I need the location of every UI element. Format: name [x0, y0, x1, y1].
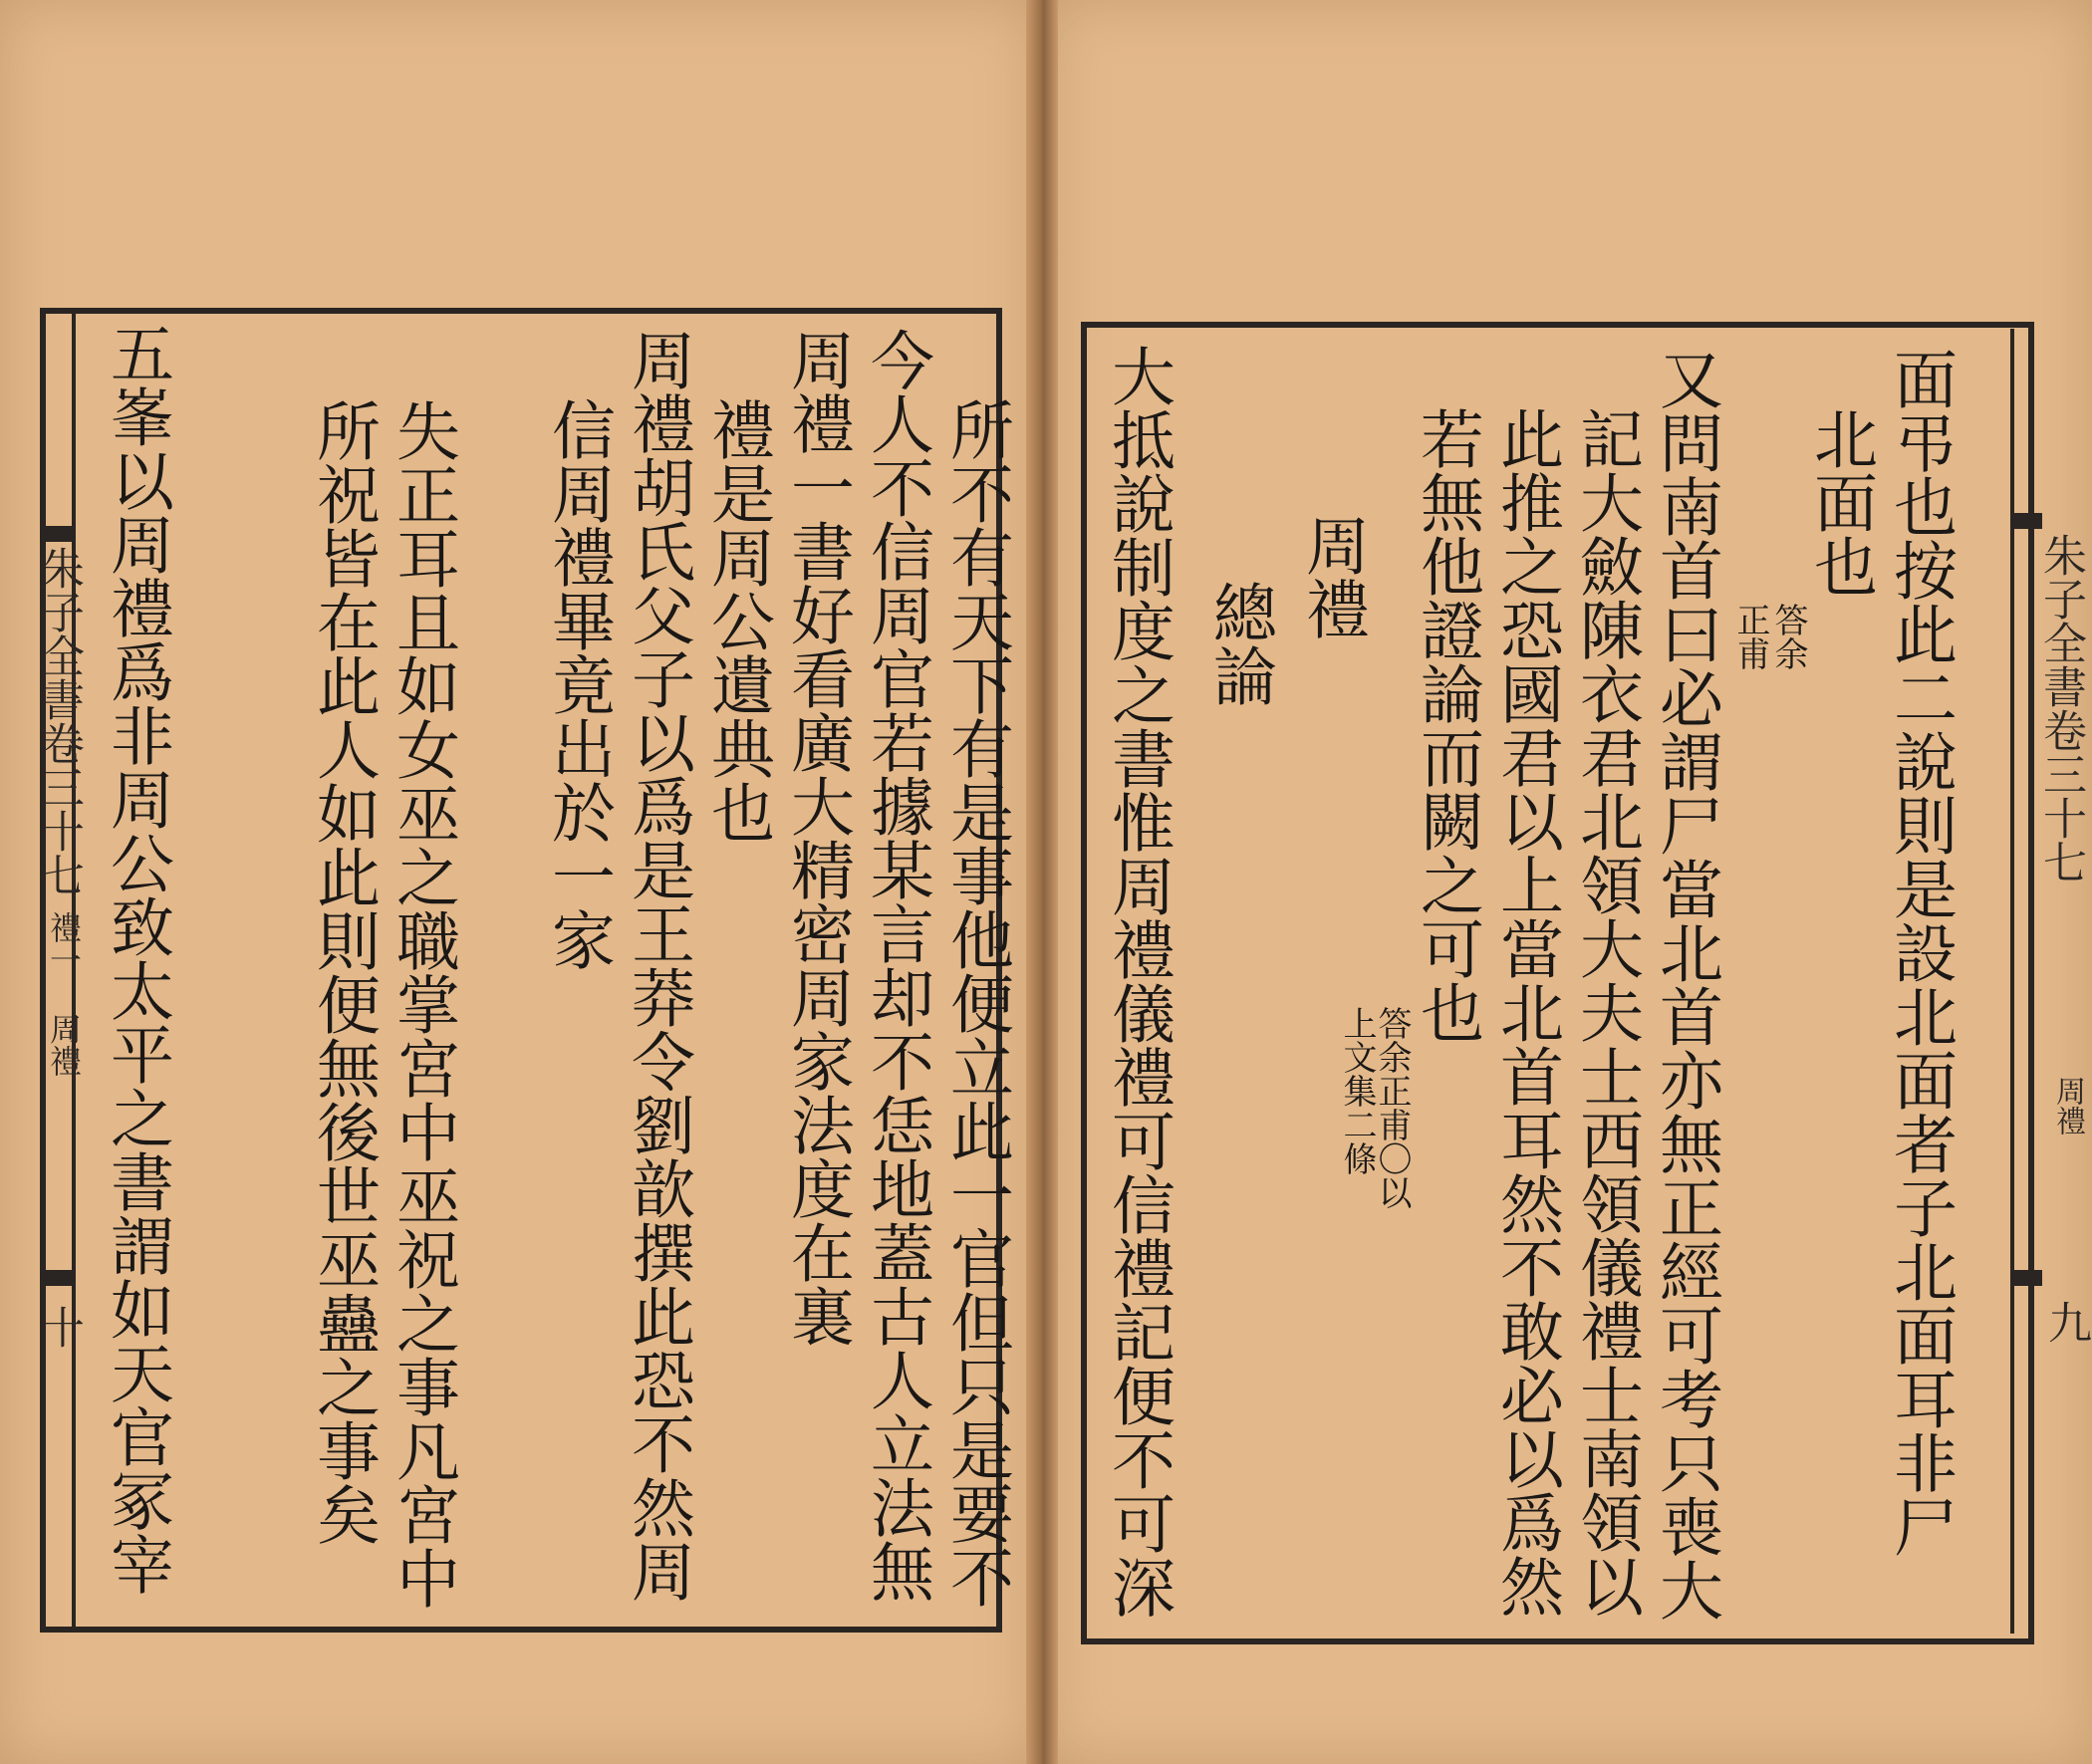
annotation: 正甫: [1730, 603, 1770, 670]
margin-page-number: 九: [2040, 1300, 2091, 1344]
text-column: 若無他證論而闕之可也: [1410, 406, 1483, 1044]
book-gutter: [1026, 0, 1058, 1764]
left-page-frame: [40, 308, 1013, 1633]
text-column: 今人不信周官若據某言却不恁地蓋古人立法無: [860, 328, 933, 1603]
text-column: 禮是周公遺典也: [700, 397, 774, 844]
fishtail-mark: [46, 526, 74, 542]
text-column: 面弔也按此二說則是設北面者子北面耳非尸: [1883, 347, 1957, 1558]
text-column: 又問南首曰必謂尸當北首亦無正經可考只喪大: [1649, 347, 1722, 1622]
text-column: 周禮胡氏父子以爲是王莽令劉歆撰此恐不然周: [621, 328, 694, 1603]
text-column: 所不有天下有是事他便立此一官但只是要不: [939, 397, 1013, 1609]
text-column: 此推之恐國君以上當北首耳然不敢必以爲然: [1489, 406, 1563, 1618]
margin-section: 周禮: [2050, 1076, 2085, 1135]
text-column: 信周禮畢竟出於一家: [541, 397, 615, 971]
text-column: 大抵說制度之書惟周禮儀禮可信禮記便不可深: [1101, 344, 1175, 1619]
text-column: 周禮一書好看廣大精密周家法度在裏: [780, 328, 854, 1348]
annotation: 答余: [1768, 603, 1808, 670]
fishtail-mark: [2012, 1270, 2042, 1286]
fishtail-mark: [46, 1270, 74, 1286]
subsection-heading: 總論: [1202, 580, 1276, 707]
margin-section: 禮一 周禮: [45, 911, 83, 1077]
text-column: 失正耳且如女巫之職掌宮中巫祝之事凡宮中: [386, 398, 459, 1610]
margin-title: 朱子全書卷三十七: [2035, 533, 2086, 883]
text-column: 記大斂陳衣君北領大夫士西領儀禮士南領以: [1569, 406, 1643, 1618]
text-column: 北面也: [1803, 406, 1877, 598]
margin-title: 朱子全書卷三十七: [33, 546, 84, 896]
fishtail-mark: [2012, 513, 2042, 529]
margin-page-number: 十: [33, 1305, 84, 1349]
annotation: 答余正甫〇以: [1372, 1006, 1412, 1209]
text-column: 五峯以周禮爲非周公致太平之書謂如天官冢宰: [100, 321, 173, 1596]
text-column: 所祝皆在此人如此則便無後世巫蠱之事矣: [306, 398, 380, 1546]
section-heading: 周禮: [1295, 513, 1369, 640]
annotation: 上文集二條: [1337, 1006, 1377, 1175]
